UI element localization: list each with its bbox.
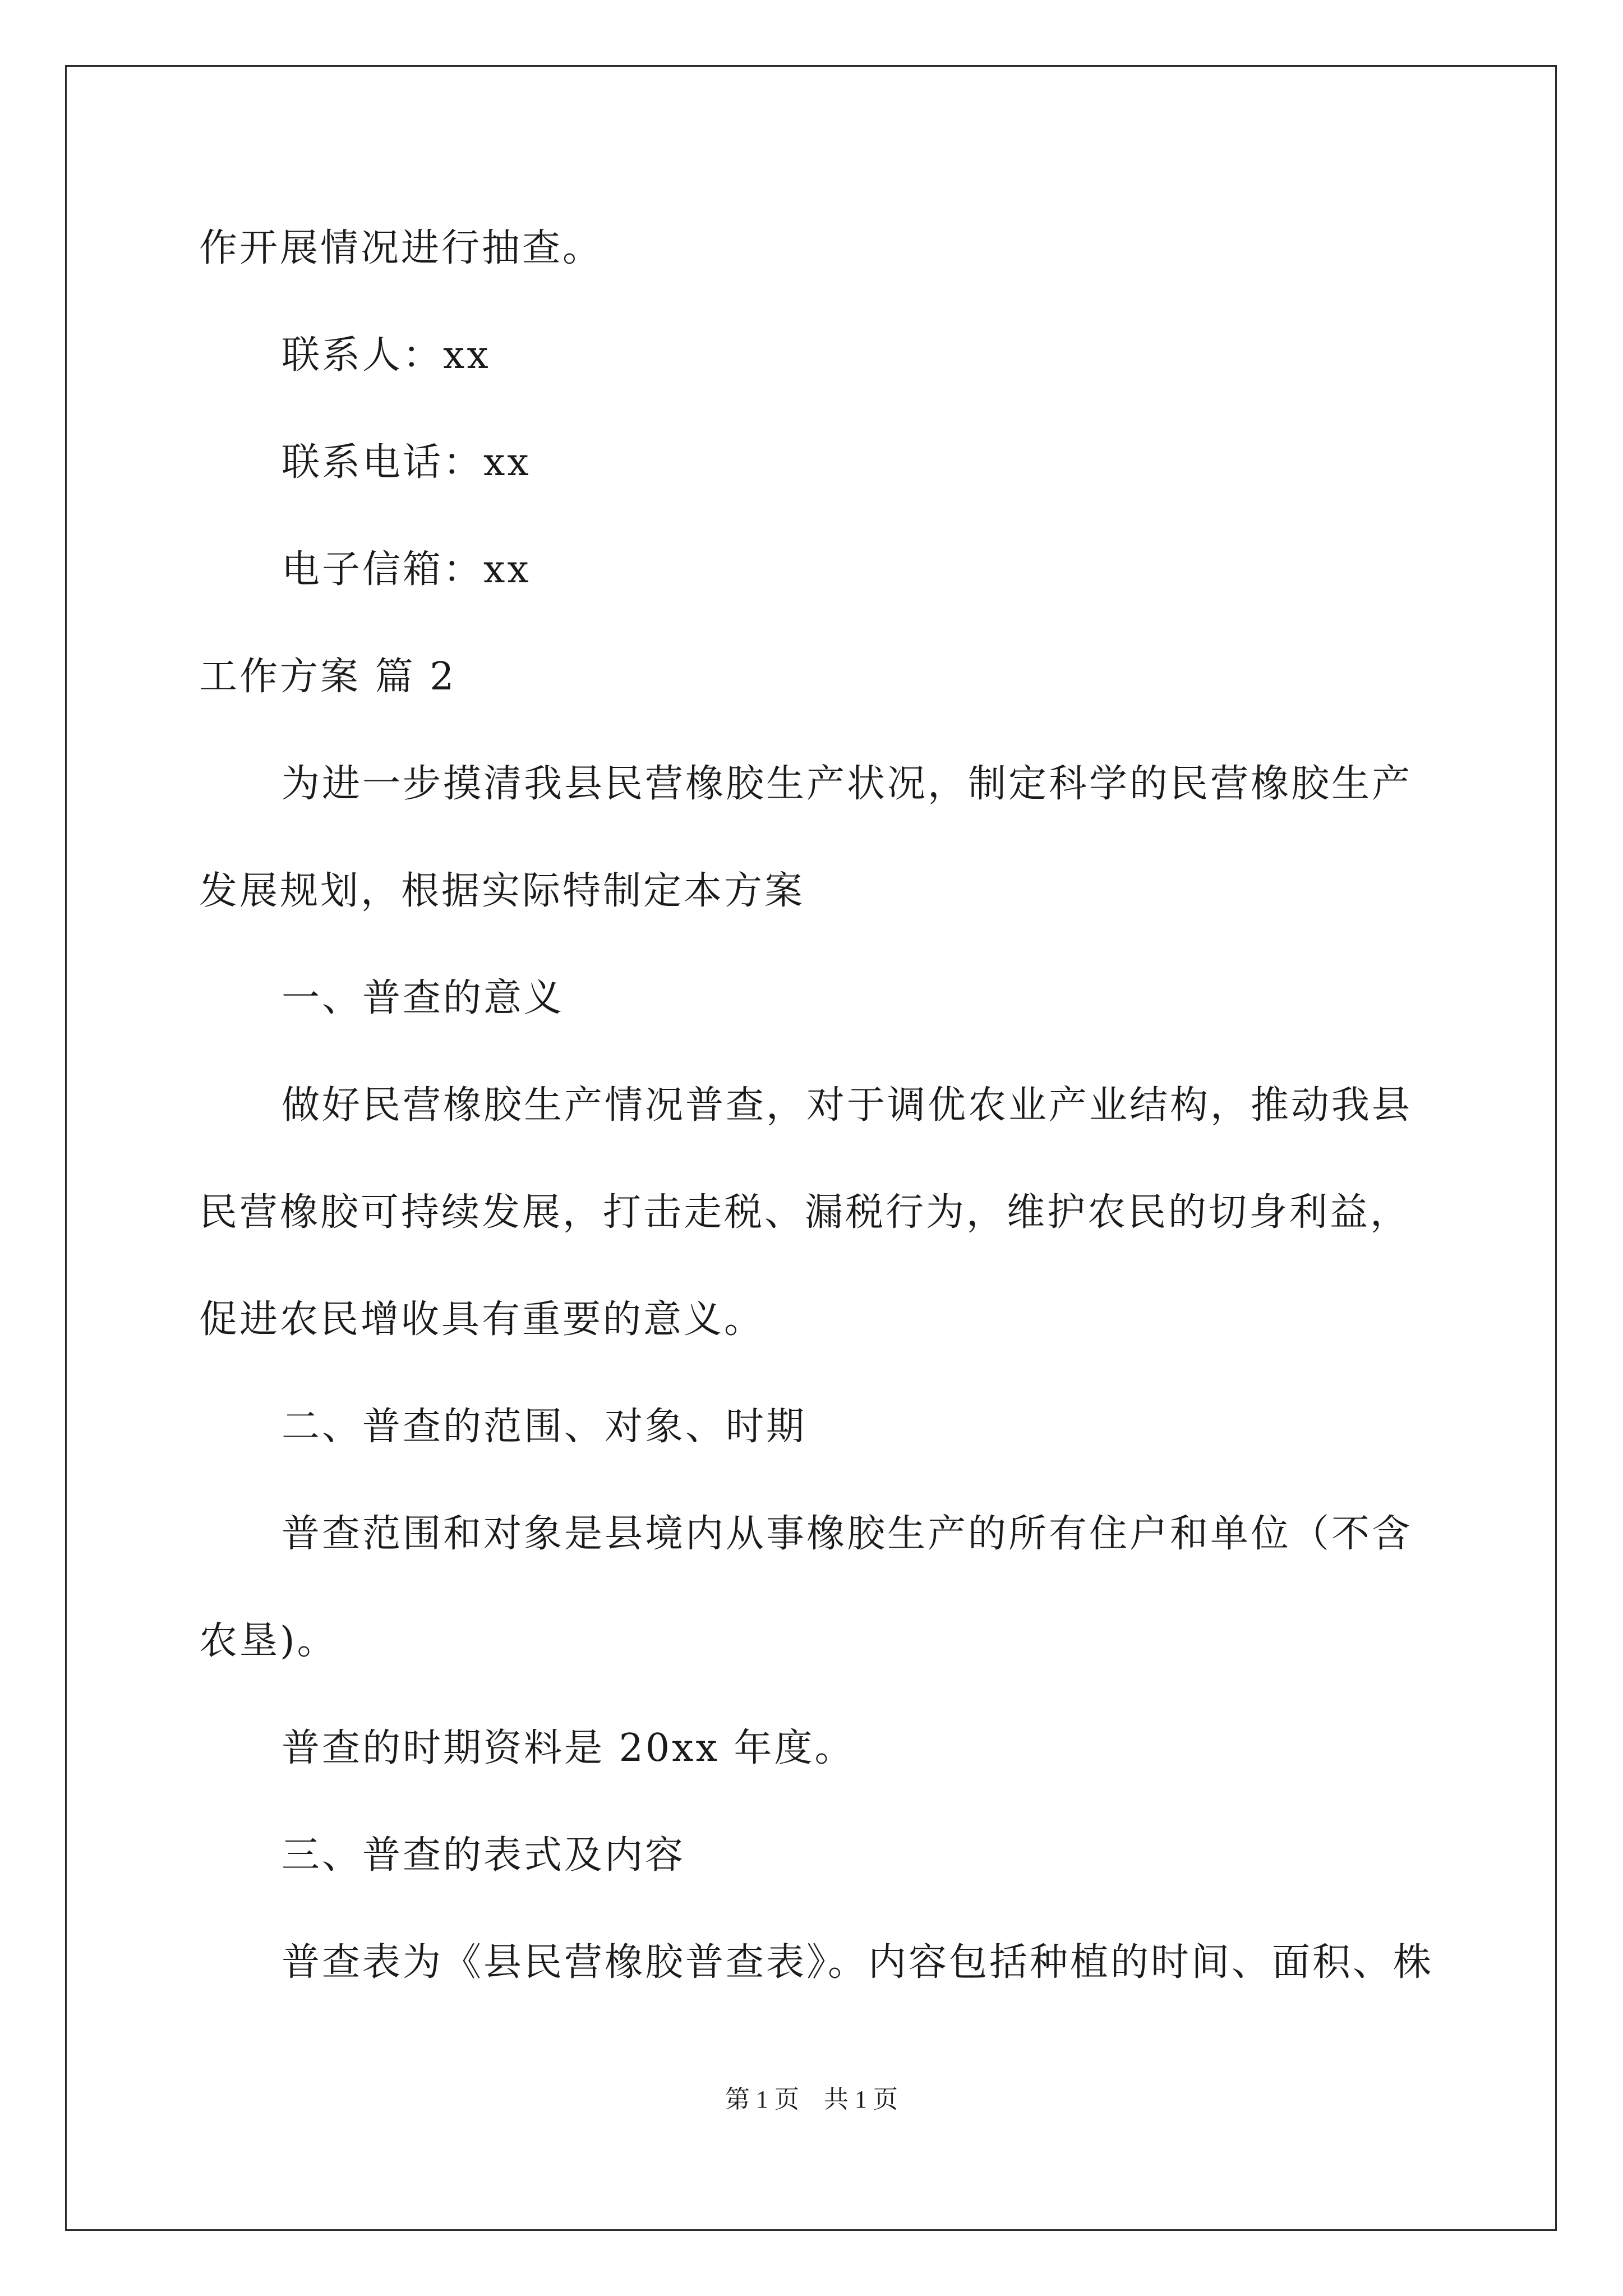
- contact-email: 电子信箱：xx: [282, 547, 531, 592]
- subsection-heading: 二、普查的范围、对象、时期: [282, 1405, 807, 1449]
- page-number-footer: 第 1 页 共 1 页: [725, 2086, 898, 2113]
- body-line: 做好民营橡胶生产情况普查，对于调优农业产业结构，推动我县: [282, 1083, 1413, 1128]
- section-heading: 工作方案 篇 2: [199, 655, 457, 699]
- page-border: [65, 65, 1557, 2231]
- body-line: 促进农民增收具有重要的意义。: [199, 1297, 765, 1342]
- body-line: 普查范围和对象是县境内从事橡胶生产的所有住户和单位（不含: [282, 1512, 1413, 1556]
- body-line: 普查表为《县民营橡胶普查表》。内容包括种植的时间、面积、株: [282, 1940, 1434, 1985]
- body-line: 作开展情况进行抽查。: [199, 226, 603, 270]
- subsection-heading: 三、普查的表式及内容: [282, 1833, 686, 1878]
- subsection-heading: 一、普查的意义: [282, 976, 565, 1020]
- body-line: 发展规划，根据实际特制定本方案: [199, 869, 805, 913]
- body-line: 普查的时期资料是 20xx 年度。: [282, 1726, 855, 1770]
- contact-phone: 联系电话：xx: [282, 440, 531, 485]
- body-line: 为进一步摸清我县民营橡胶生产状况，制定科学的民营橡胶生产: [282, 762, 1413, 806]
- body-line: 民营橡胶可持续发展，打击走税、漏税行为，维护农民的切身利益，: [199, 1190, 1411, 1235]
- body-line: 农垦)。: [199, 1619, 338, 1663]
- contact-person: 联系人：xx: [282, 333, 491, 378]
